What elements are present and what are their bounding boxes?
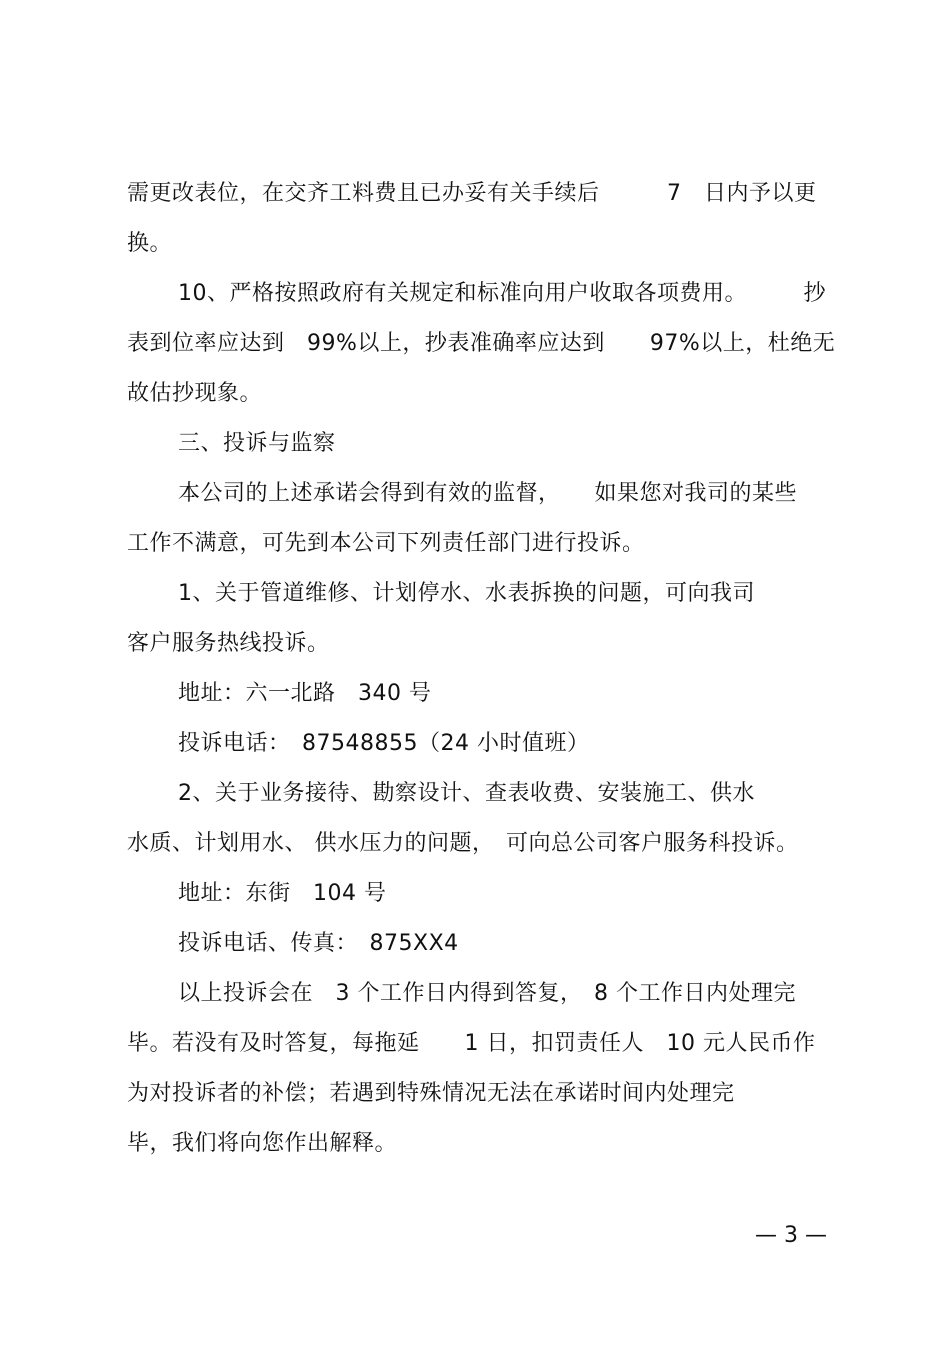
paragraph-line: 水质、计划用水、 供水压力的问题， 可向总公司客户服务科投诉。 [127, 831, 799, 856]
paragraph-line: 需更改表位，在交齐工料费且已办妥有关手续后 7 日内予以更 [127, 181, 817, 206]
paragraph-line: 毕。若没有及时答复，每拖延 1 日，扣罚责任人 10 元人民币作 [127, 1031, 816, 1056]
paragraph-line: 2、关于业务接待、勘察设计、查表收费、安装施工、供水 [178, 781, 755, 806]
paragraph-line: 10、严格按照政府有关规定和标准向用户收取各项费用。 抄 [178, 281, 826, 306]
paragraph-line: 表到位率应达到 99%以上，抄表准确率应达到 97%以上，杜绝无 [127, 331, 836, 356]
phone-line: 投诉电话： 87548855（24 小时值班） [178, 731, 590, 756]
phone-fax-line: 投诉电话、传真： 875XX4 [178, 931, 459, 956]
address-line: 地址：东街 104 号 [178, 881, 387, 906]
paragraph-line: 为对投诉者的补偿；若遇到特殊情况无法在承诺时间内处理完 [127, 1081, 735, 1106]
paragraph-line: 客户服务热线投诉。 [127, 631, 330, 656]
paragraph-line: 毕，我们将向您作出解释。 [127, 1131, 398, 1156]
paragraph-line: 换。 [127, 231, 173, 256]
section-heading: 三、投诉与监察 [178, 431, 336, 456]
paragraph-line: 以上投诉会在 3 个工作日内得到答复， 8 个工作日内处理完 [178, 981, 796, 1006]
paragraph-line: 1、关于管道维修、计划停水、水表拆换的问题，可向我司 [178, 581, 755, 606]
page-number: — 3 — [755, 1223, 827, 1248]
paragraph-line: 故估抄现象。 [127, 381, 263, 406]
paragraph-line: 工作不满意，可先到本公司下列责任部门进行投诉。 [127, 531, 645, 556]
paragraph-line: 本公司的上述承诺会得到有效的监督， 如果您对我司的某些 [178, 481, 798, 506]
address-line: 地址：六一北路 340 号 [178, 681, 432, 706]
